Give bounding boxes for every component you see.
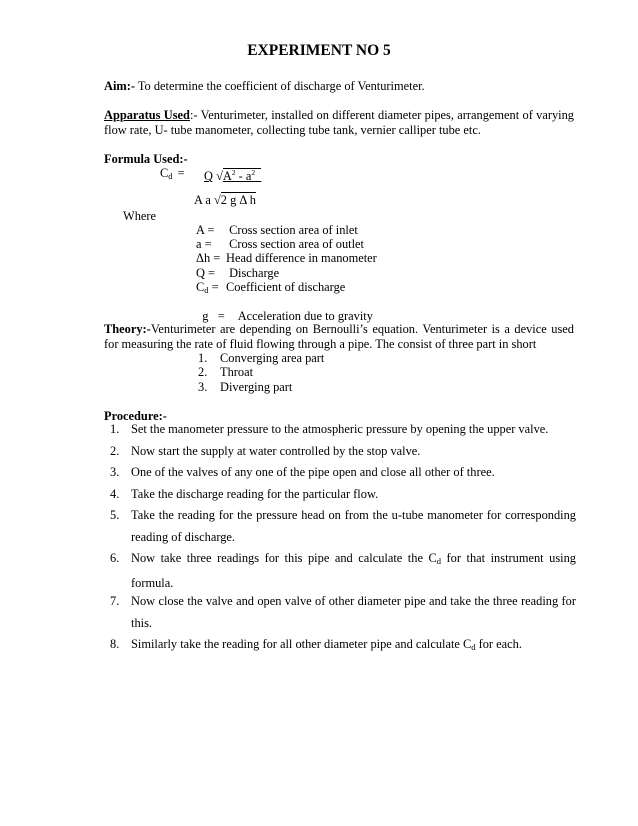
procedure-step: 8. Similarly take the reading for all other diameter pipe and calculate $C_d$ for each. bbox=[110, 637, 522, 652]
theory-section bbox=[104, 322, 574, 351]
definition-row: $C_d$ = Coefficient of discharge bbox=[196, 280, 346, 295]
aim-section bbox=[104, 79, 574, 94]
definition-row: a = Cross section area of outlet bbox=[196, 237, 364, 251]
where-label: Where bbox=[123, 209, 157, 223]
apparatus-section bbox=[104, 108, 574, 137]
apparatus-text: :- Venturimeter, installed on different diameter pipes, arrangement of varying flow rate, U- tube manometer, collecting tube tank, vernier calliper tube etc. bbox=[104, 108, 574, 137]
procedure-step: 2. Now start the supply at water controlled by the stop valve. bbox=[110, 444, 421, 458]
aim-text: To determine the coefficient of discharge of Venturimeter. bbox=[134, 79, 425, 93]
procedure-step: 5. Take the reading for the pressure head on from the u-tube manometer for corresponding reading of discharge. bbox=[110, 508, 576, 544]
formula-denominator: A a √2 g Δ h bbox=[194, 193, 256, 207]
procedure-label: Procedure:- bbox=[104, 409, 167, 423]
theory-part: 1. Converging area part bbox=[198, 351, 325, 365]
procedure-step: 3. One of the valves of any one of the pipe open and close all other of three. bbox=[110, 465, 495, 479]
aim-label: Aim:- bbox=[104, 79, 135, 93]
page-title: EXPERIMENT NO 5 bbox=[247, 42, 391, 59]
definition-row: g = Acceleration due to gravity bbox=[202, 308, 373, 323]
theory-part: 3. Diverging part bbox=[198, 380, 293, 394]
formula-label: Formula Used:- bbox=[104, 152, 188, 166]
procedure-step: 4. Take the discharge reading for the particular flow. bbox=[110, 487, 379, 501]
theory-label: Theory:- bbox=[104, 322, 151, 336]
procedure-step: 6. Now take three readings for this pipe and calculate the $C_d$ for that instrument using formula. bbox=[110, 551, 576, 590]
definition-row: A = Cross section area of inlet bbox=[196, 223, 358, 237]
theory-part: 2. Throat bbox=[198, 365, 254, 379]
theory-text: Venturimeter are depending on Bernoulli’s equation. Venturimeter is a device used for measuring the rate of fluid flowing through a pipe. The consist of three part in short bbox=[104, 322, 574, 351]
formula-numerator: Q $√A^2 - a^2$ bbox=[204, 166, 261, 184]
procedure-step: 7. Now close the valve and open valve of other diameter pipe and take the three reading for this. bbox=[110, 594, 576, 630]
definition-row: Δh = Head difference in manometer bbox=[196, 251, 377, 265]
apparatus-label: Apparatus Used bbox=[104, 108, 190, 122]
procedure-step: 1. Set the manometer pressure to the atmospheric pressure by opening the upper valve. bbox=[110, 422, 549, 436]
definition-row: Q = Discharge bbox=[196, 266, 280, 280]
formula-lhs: $C_d$ = bbox=[160, 166, 185, 181]
